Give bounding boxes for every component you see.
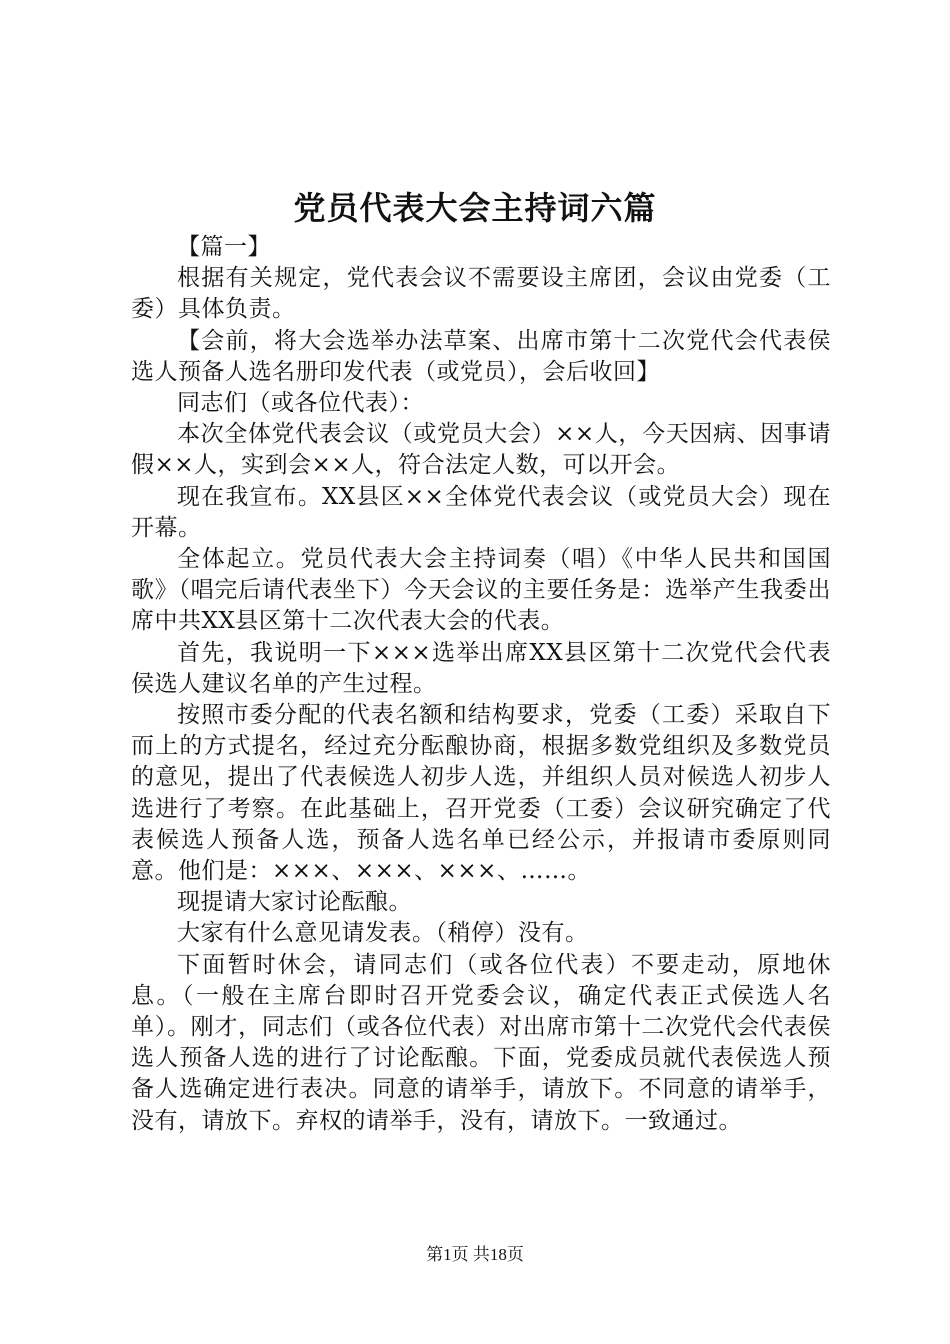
- paragraph: 【篇一】: [177, 234, 271, 260]
- paragraph: 大家有什么意见请发表。（稍停）没有。: [177, 920, 589, 947]
- paragraph: 根据有关规定，党代表会议不需要设主席团，会议由党委（工委）具体负责。: [131, 265, 831, 323]
- page-indicator: 第1页 共18页: [426, 1245, 524, 1264]
- paragraph: 本次全体党代表会议（或党员大会）××人，今天因病、因事请假××人，实到会××人，符合法定人数，可以开会。: [131, 421, 831, 479]
- paragraph: 全体起立。党员代表大会主持词奏（唱）《中华人民共和国国歌》（唱完后请代表坐下）今天会议的主要任务是：选举产生我委出席中共XX县区第十二次代表大会的代表。: [131, 546, 831, 635]
- paragraph: 现提请大家讨论酝酿。: [177, 889, 412, 916]
- paragraph: 【会前，将大会选举办法草案、出席市第十二次党代会代表侯选人预备人选名册印发代表（或党员），会后收回】: [131, 327, 831, 385]
- paragraph: 同志们（或各位代表）：: [177, 390, 424, 417]
- document-title: 党员代表大会主持词六篇: [293, 189, 657, 227]
- paragraph: 首先，我说明一下×××选举出席XX县区第十二次党代会代表侯选人建议名单的产生过程。: [131, 639, 831, 697]
- paragraph: 下面暂时休会，请同志们（或各位代表）不要走动，原地休息。（一般在主席台即时召开党委会议，确定代表正式侯选人名单）。刚才，同志们（或各位代表）对出席市第十二次党代会代表侯选人预备人选的进行了讨论酝酿。下面，党委成员就代表侯选人预备人选确定进行表决。同意的请举手，请放下。不同意的请举手，没有，请放下。弃权的请举手，没有，请放下。一致通过。: [131, 951, 831, 1134]
- paragraph: 现在我宣布。XX县区××全体党代表会议（或党员大会）现在开幕。: [131, 483, 831, 541]
- document-body: [131, 232, 831, 1137]
- paragraph: 按照市委分配的代表名额和结构要求，党委（工委）采取自下而上的方式提名，经过充分酝酿协商，根据多数党组织及多数党员的意见，提出了代表候选人初步人选，并组织人员对候选人初步人选进行了考察。在此基础上，召开党委（工委）会议研究确定了代表候选人预备人选，预备人选名单已经公示，并报请市委原则同意。他们是：×××、×××、×××、……。: [131, 702, 831, 885]
